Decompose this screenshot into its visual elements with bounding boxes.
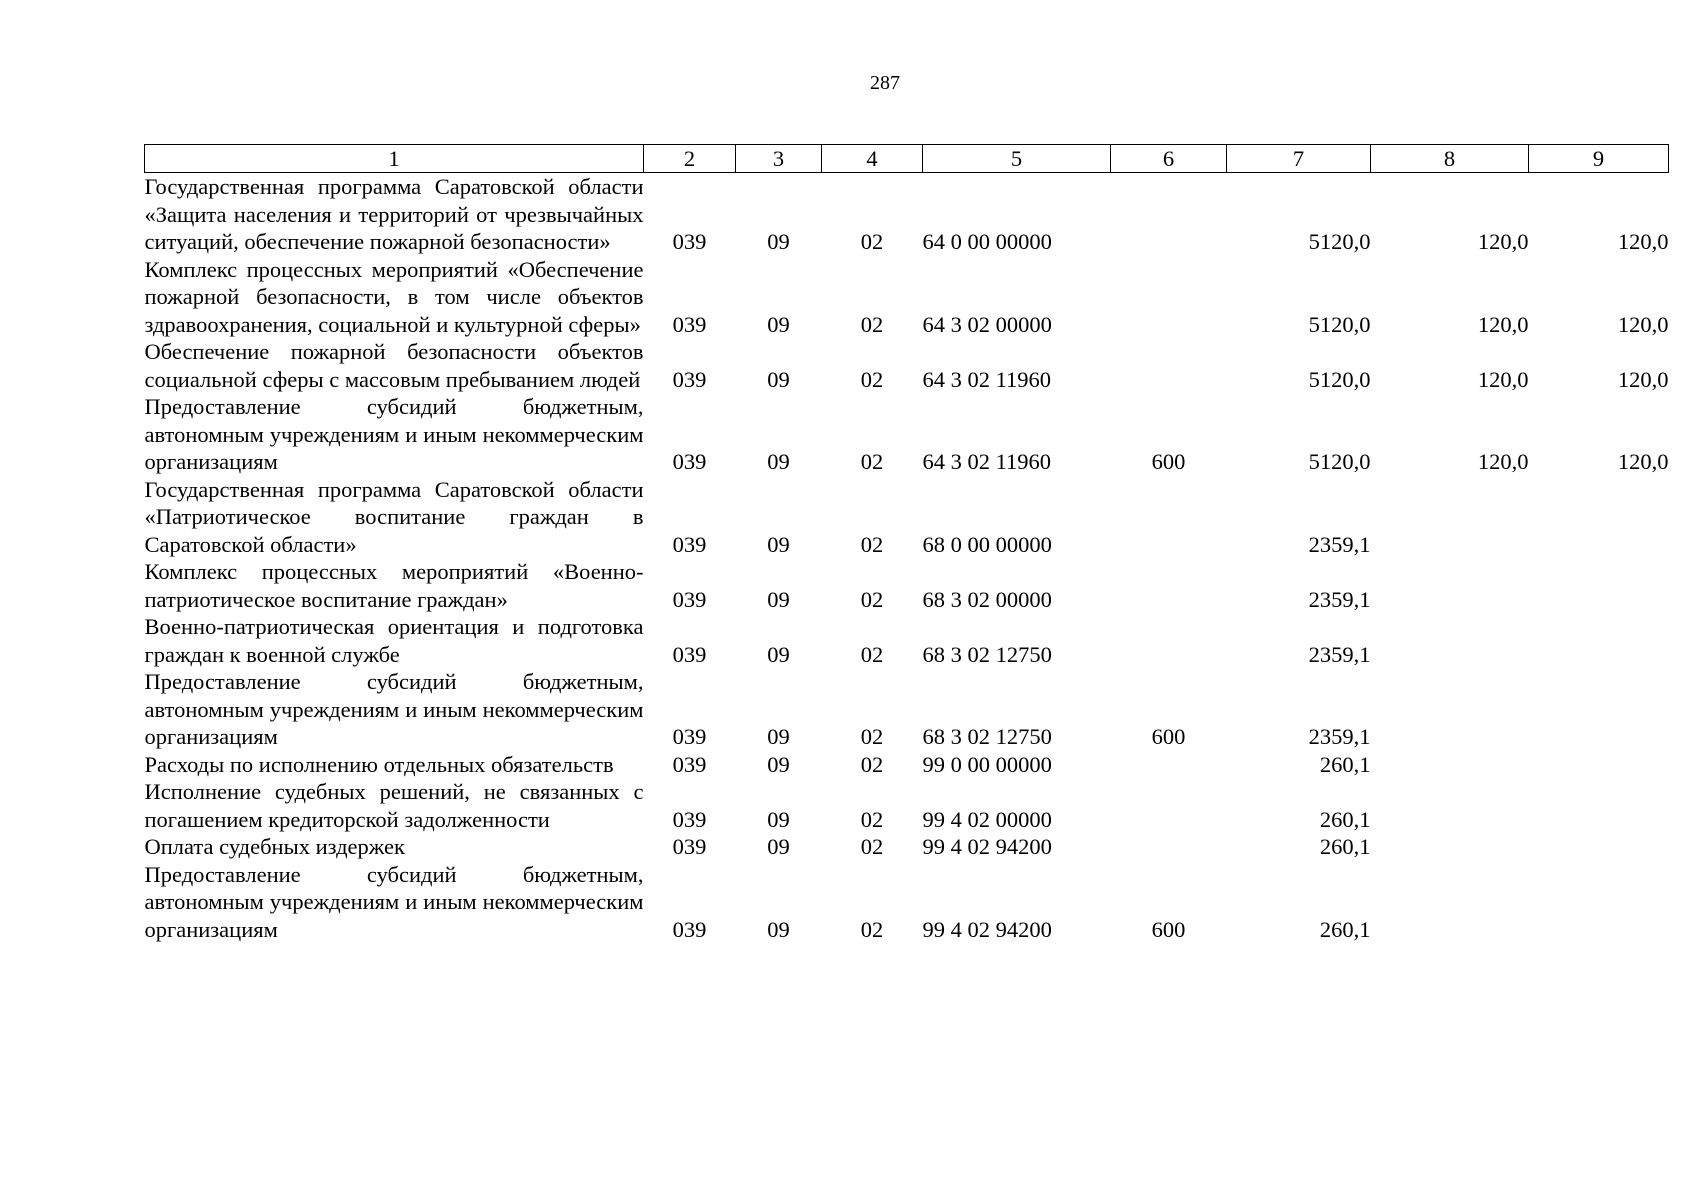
column-header: 2: [644, 145, 736, 173]
amount-year-3: [1529, 833, 1669, 861]
target-article-code: 68 3 02 12750: [922, 641, 1052, 667]
amount-year-3: [1529, 668, 1669, 751]
section-code: 09: [767, 366, 790, 392]
expense-type-code: [1111, 751, 1227, 779]
table-row: [145, 338, 1669, 393]
amount-year-3: [1529, 751, 1669, 779]
table-row: [145, 751, 1669, 779]
grbs-code: 039: [672, 834, 707, 859]
expense-name: Обеспечение пожарной безопасности объектов социальной сферы с массовым пребыванием людей: [144, 339, 644, 392]
grbs-code: 039: [672, 751, 707, 777]
header-row: [145, 145, 1669, 173]
table-body: [145, 173, 1669, 944]
subsection-code: 02: [860, 916, 884, 942]
expense-name: Оплата судебных издержек: [144, 834, 405, 859]
amount-year-1: 260,1: [1319, 751, 1371, 777]
expense-name: Предоставление субсидий бюджетным, автономным учреждениям и иным некоммерческим организациям: [144, 861, 644, 942]
subsection-code: 02: [860, 641, 884, 667]
table-row: [145, 256, 1669, 339]
amount-year-1: 2359,1: [1308, 531, 1371, 557]
target-article-code: 68 3 02 00000: [922, 586, 1052, 612]
amount-year-2: 120,0: [1477, 449, 1529, 474]
section-code: 09: [767, 641, 790, 667]
amount-year-1: 5120,0: [1308, 366, 1371, 392]
grbs-code: 039: [672, 724, 707, 749]
section-code: 09: [767, 751, 790, 777]
column-header: 1: [145, 145, 644, 173]
section-code: 09: [767, 916, 790, 942]
expense-type-code: [1111, 173, 1227, 256]
grbs-code: 039: [672, 229, 707, 254]
column-header: 6: [1111, 145, 1227, 173]
amount-year-1: 2359,1: [1308, 724, 1371, 749]
amount-year-1: 5120,0: [1308, 449, 1371, 474]
expense-type-code: [1111, 338, 1227, 393]
expense-type-code: [1111, 558, 1227, 613]
expense-name: Предоставление субсидий бюджетным, автономным учреждениям и иным некоммерческим организациям: [144, 669, 644, 749]
expense-name: Исполнение судебных решений, не связанных с погашением кредиторской задолженности: [144, 779, 644, 832]
grbs-code: 039: [672, 806, 707, 832]
target-article-code: 64 3 02 11960: [922, 366, 1052, 392]
expense-type-code: [1111, 256, 1227, 339]
target-article-code: 99 4 02 94200: [922, 834, 1052, 859]
expense-type-code: 600: [1151, 916, 1186, 942]
subsection-code: 02: [860, 311, 884, 337]
expense-type-code: [1111, 833, 1227, 861]
amount-year-1: 5120,0: [1308, 311, 1371, 337]
subsection-code: 02: [860, 531, 884, 557]
amount-year-3: 120,0: [1617, 311, 1669, 337]
amount-year-3: 120,0: [1617, 449, 1669, 474]
subsection-code: 02: [860, 751, 884, 777]
table-row: [145, 613, 1669, 668]
amount-year-3: [1529, 558, 1669, 613]
grbs-code: 039: [672, 641, 707, 667]
amount-year-3: [1529, 861, 1669, 944]
expense-name: Военно-патриотическая ориентация и подготовка граждан к военной службе: [144, 614, 644, 667]
amount-year-2: 120,0: [1477, 229, 1529, 254]
column-header: 9: [1529, 145, 1669, 173]
amount-year-3: [1529, 613, 1669, 668]
amount-year-2: [1371, 558, 1529, 613]
target-article-code: 99 4 02 94200: [922, 916, 1052, 942]
expense-type-code: [1111, 476, 1227, 559]
amount-year-2: [1371, 778, 1529, 833]
amount-year-2: [1371, 613, 1529, 668]
table-row: [145, 833, 1669, 861]
grbs-code: 039: [672, 586, 707, 612]
amount-year-2: [1371, 861, 1529, 944]
column-header: 7: [1227, 145, 1371, 173]
table-row: [145, 861, 1669, 944]
page-number: 287: [870, 72, 900, 94]
amount-year-3: 120,0: [1617, 366, 1669, 392]
subsection-code: 02: [860, 449, 884, 474]
expense-type-code: 600: [1151, 724, 1186, 749]
amount-year-1: 5120,0: [1308, 229, 1371, 254]
table-row: [145, 476, 1669, 559]
expense-name: Государственная программа Саратовской области «Патриотическое воспитание граждан в Саратовской области»: [144, 476, 644, 557]
table-row: [145, 668, 1669, 751]
grbs-code: 039: [672, 311, 707, 337]
subsection-code: 02: [860, 586, 884, 612]
grbs-code: 039: [672, 531, 707, 557]
section-code: 09: [767, 834, 790, 859]
grbs-code: 039: [672, 366, 707, 392]
section-code: 09: [767, 229, 790, 254]
column-header: 3: [736, 145, 822, 173]
column-header: 5: [923, 145, 1111, 173]
section-code: 09: [767, 311, 790, 337]
subsection-code: 02: [860, 366, 884, 392]
expense-type-code: 600: [1151, 449, 1186, 474]
subsection-code: 02: [860, 724, 884, 749]
target-article-code: 64 0 00 00000: [922, 229, 1052, 254]
subsection-code: 02: [860, 806, 884, 832]
target-article-code: 99 4 02 00000: [922, 806, 1052, 832]
table-row: [145, 558, 1669, 613]
amount-year-2: 120,0: [1477, 366, 1529, 392]
target-article-code: 64 3 02 11960: [922, 449, 1052, 474]
expense-name: Комплекс процессных мероприятий «Обеспечение пожарной безопасности, в том числе объектов здравоохранения, социальной и культурной сферы»: [144, 256, 644, 337]
target-article-code: 99 0 00 00000: [922, 751, 1052, 777]
amount-year-2: 120,0: [1477, 311, 1529, 337]
amount-year-3: [1529, 778, 1669, 833]
amount-year-1: 2359,1: [1308, 641, 1371, 667]
table-row: [145, 778, 1669, 833]
section-code: 09: [767, 806, 790, 832]
expense-name: Предоставление субсидий бюджетным, автономным учреждениям и иным некоммерческим организациям: [144, 394, 644, 474]
expense-name: Расходы по исполнению отдельных обязательств: [144, 751, 614, 777]
amount-year-2: [1371, 833, 1529, 861]
grbs-code: 039: [672, 916, 707, 942]
section-code: 09: [767, 449, 790, 474]
target-article-code: 68 0 00 00000: [922, 531, 1052, 557]
grbs-code: 039: [672, 449, 707, 474]
amount-year-2: [1371, 751, 1529, 779]
subsection-code: 02: [860, 834, 884, 859]
section-code: 09: [767, 586, 790, 612]
table-row: [145, 173, 1669, 256]
amount-year-1: 260,1: [1319, 916, 1371, 942]
amount-year-1: 260,1: [1319, 806, 1371, 832]
amount-year-1: 2359,1: [1308, 586, 1371, 612]
expense-type-code: [1111, 778, 1227, 833]
amount-year-2: [1371, 668, 1529, 751]
target-article-code: 68 3 02 12750: [922, 724, 1052, 749]
target-article-code: 64 3 02 00000: [922, 311, 1052, 337]
section-code: 09: [767, 531, 790, 557]
amount-year-2: [1371, 476, 1529, 559]
amount-year-3: 120,0: [1617, 229, 1669, 254]
amount-year-3: [1529, 476, 1669, 559]
section-code: 09: [767, 724, 790, 749]
expense-name: Комплекс процессных мероприятий «Военно-патриотическое воспитание граждан»: [144, 559, 644, 612]
expense-name: Государственная программа Саратовской области «Защита населения и территорий от чрезвычайных ситуаций, обеспечение пожарной безопасности»: [144, 174, 644, 254]
budget-table: [144, 144, 1669, 943]
subsection-code: 02: [860, 229, 884, 254]
amount-year-1: 260,1: [1319, 834, 1371, 859]
expense-type-code: [1111, 613, 1227, 668]
table-row: [145, 393, 1669, 476]
column-header: 4: [822, 145, 923, 173]
column-header: 8: [1371, 145, 1529, 173]
